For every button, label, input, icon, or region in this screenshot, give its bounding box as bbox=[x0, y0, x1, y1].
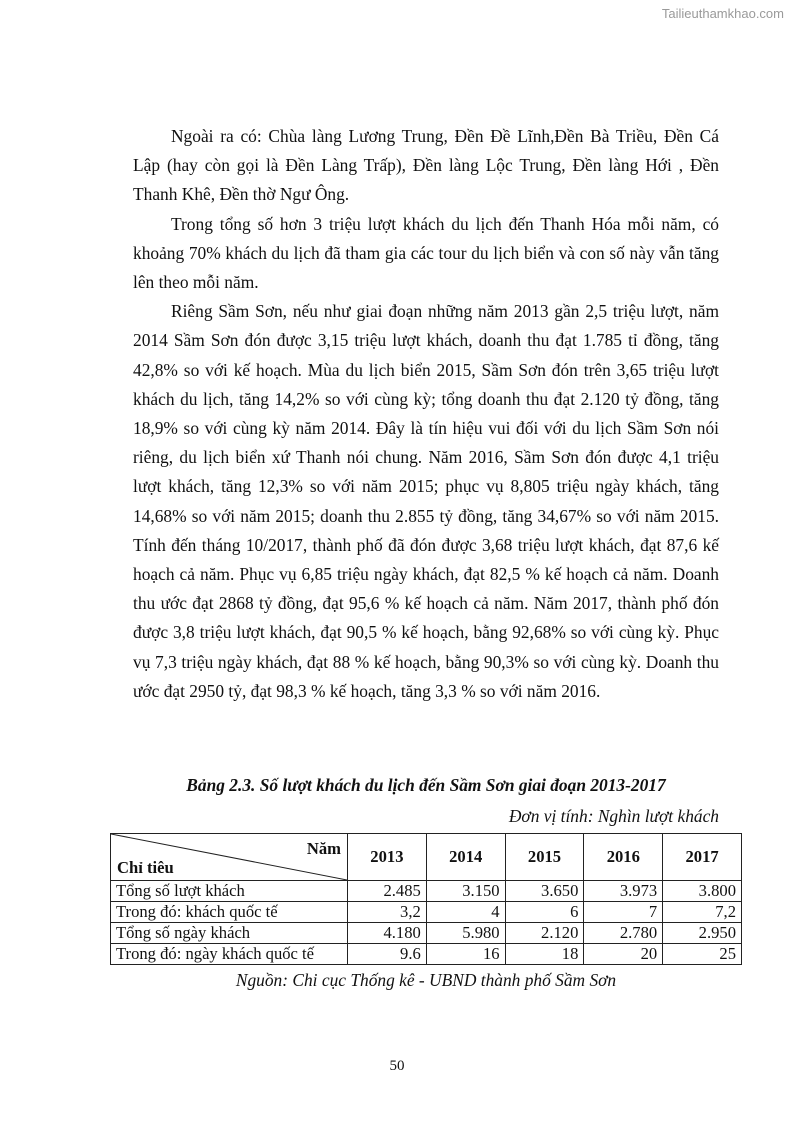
paragraph-1: Ngoài ra có: Chùa làng Lương Trung, Đền Đề Lĩnh,Đền Bà Triều, Đền Cá Lập (hay còn gọi là Đền Làng Trấp), Đền làng Lộc Trung, Đền làng Hới , Đền Thanh Khê, Đền thờ Ngư Ông. bbox=[133, 126, 719, 205]
table-header-row bbox=[111, 834, 742, 881]
table-cell: 6 bbox=[505, 902, 584, 923]
table-row bbox=[111, 902, 742, 923]
table-cell: 18 bbox=[505, 944, 584, 965]
table-corner-cell bbox=[111, 834, 348, 881]
year-header: 2013 bbox=[348, 834, 427, 881]
table-cell: 7 bbox=[584, 902, 663, 923]
table-cell: 2.950 bbox=[663, 923, 742, 944]
corner-year-label: Năm bbox=[306, 839, 341, 858]
page-number: 50 bbox=[389, 1058, 405, 1074]
table-cell: 2.120 bbox=[505, 923, 584, 944]
table-cell: 2.485 bbox=[348, 881, 427, 902]
table-cell: 2.780 bbox=[584, 923, 663, 944]
row-label: Trong đó: khách quốc tế bbox=[111, 902, 348, 923]
table-cell: 3.800 bbox=[663, 881, 742, 902]
corner-indicator-label: Chỉ tiêu bbox=[117, 858, 174, 877]
table-cell: 25 bbox=[663, 944, 742, 965]
table-cell: 16 bbox=[426, 944, 505, 965]
year-header: 2016 bbox=[584, 834, 663, 881]
year-header: 2015 bbox=[505, 834, 584, 881]
row-label: Tổng số ngày khách bbox=[111, 923, 348, 944]
table-cell: 7,2 bbox=[663, 902, 742, 923]
year-header: 2017 bbox=[663, 834, 742, 881]
table-cell: 3.150 bbox=[426, 881, 505, 902]
table-cell: 4 bbox=[426, 902, 505, 923]
table-cell: 9.6 bbox=[348, 944, 427, 965]
visitor-table bbox=[110, 833, 742, 965]
paragraph-3: Riêng Sầm Sơn, nếu như giai đoạn những năm 2013 gần 2,5 triệu lượt, năm 2014 Sầm Sơn đón được 3,15 triệu lượt khách, doanh thu đạt 1.785 tỉ đồng, tăng 42,8% so với kế hoạch. Mùa du lịch biển 2015, Sầm Sơn đón trên 3,65 triệu lượt khách du lịch, tăng 14,2% so với cùng kỳ; tổng doanh thu đạt 2.120 tỷ đồng, tăng 18,9% so với cùng kỳ năm 2014. Đây là tín hiệu vui đối với du lịch Sầm Sơn nói riêng, du lịch biển xứ Thanh nói chung. Năm 2016, Sầm Sơn đón được 4,1 triệu lượt khách, tăng 12,3% so với năm 2015; phục vụ 8,805 triệu ngày khách, tăng 14,68% so với năm 2015; doanh thu 2.855 tỷ đồng, tăng 34,67% so với năm 2015. Tính đến tháng 10/2017, thành phố đã đón được 3,68 triệu lượt khách, đạt 87,6 kế hoạch cả năm. Phục vụ 6,85 triệu ngày khách, đạt 82,5 % kế hoạch cả năm. Doanh thu ước đạt 2868 tỷ đồng, đạt 95,6 % kế hoạch cả năm. Năm 2017, thành phố đón được 3,8 triệu lượt khách, đạt 90,5 % kế hoạch, bằng 92,68% so với cùng kỳ. Phục vụ 7,3 triệu ngày khách, đạt 88 % kế hoạch, bằng 90,3% so với cùng kỳ. Doanh thu ước đạt 2950 tỷ, đạt 98,3 % kế hoạch, tăng 3,3 % so với năm 2016. bbox=[133, 301, 719, 701]
table-cell: 4.180 bbox=[348, 923, 427, 944]
table-cell: 5.980 bbox=[426, 923, 505, 944]
table-cell: 3.973 bbox=[584, 881, 663, 902]
table-cell: 3.650 bbox=[505, 881, 584, 902]
table-row bbox=[111, 923, 742, 944]
table-cell: 20 bbox=[584, 944, 663, 965]
table-row bbox=[111, 881, 742, 902]
table-cell: 3,2 bbox=[348, 902, 427, 923]
table-source: Nguồn: Chi cục Thống kê - UBND thành phố Sầm Sơn bbox=[235, 970, 617, 990]
table-row bbox=[111, 944, 742, 965]
table-caption: Bảng 2.3. Số lượt khách du lịch đến Sầm Sơn giai đoạn 2013-2017 bbox=[186, 775, 666, 795]
row-label: Trong đó: ngày khách quốc tế bbox=[111, 944, 348, 965]
watermark: Tailieuthamkhao.com bbox=[661, 6, 784, 21]
body-text bbox=[133, 122, 719, 706]
year-header: 2014 bbox=[426, 834, 505, 881]
paragraph-2: Trong tổng số hơn 3 triệu lượt khách du lịch đến Thanh Hóa mỗi năm, có khoảng 70% khách du lịch đã tham gia các tour du lịch biển và con số này vẫn tăng lên theo mỗi năm. bbox=[133, 213, 719, 293]
table-unit: Đơn vị tính: Nghìn lượt khách bbox=[508, 806, 719, 826]
row-label: Tổng số lượt khách bbox=[111, 881, 348, 902]
